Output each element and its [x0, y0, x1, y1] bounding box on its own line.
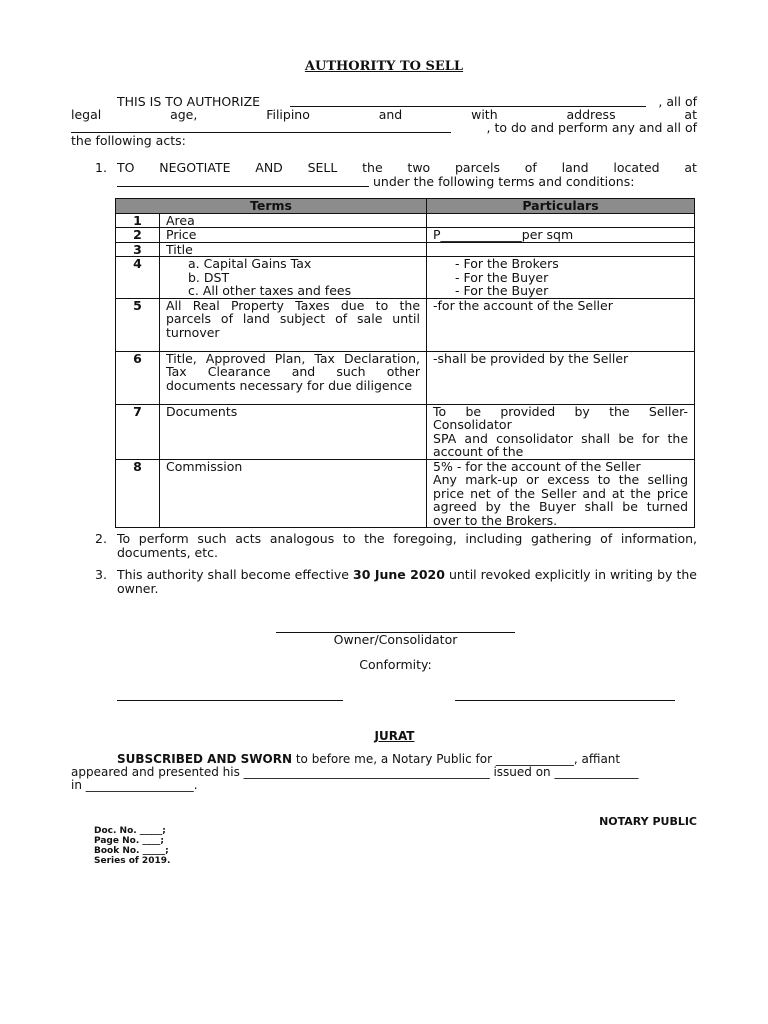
intro-word: age,: [170, 107, 198, 122]
row-particular: [427, 404, 695, 459]
particular-line: Any mark-up or excess to the selling price net of the Seller and at the price agreed by the Buyer shall be turned over to the Brokers.: [433, 472, 689, 528]
table-row: [116, 213, 695, 228]
item1-word: two: [407, 160, 431, 175]
row-term: Title, Approved Plan, Tax Declaration, Tax Clearance and such other documents necessary for due diligence: [160, 351, 427, 404]
intro-line4: the following acts:: [71, 133, 186, 148]
row-particular: [427, 213, 695, 228]
table-row: [116, 228, 695, 243]
row-term: [160, 257, 427, 299]
table-row: [116, 351, 695, 404]
intro-line3-end: , to do and perform any and all of: [486, 120, 697, 135]
row-particular: [427, 242, 695, 257]
row-number: 4: [116, 257, 160, 299]
item1-word: at: [684, 160, 697, 175]
owner-label: Owner/Consolidator: [333, 632, 458, 647]
row-term: Price: [160, 228, 427, 243]
intro-line1-end: , all of: [658, 94, 697, 109]
row-particular: P_____________per sqm: [427, 228, 695, 243]
sub-particular: - For the Brokers: [455, 256, 559, 271]
sub-term: a. Capital Gains Tax: [188, 256, 312, 271]
row-number: 3: [116, 242, 160, 257]
item1-line2-end: under the following terms and conditions:: [373, 174, 635, 189]
intro-word: at: [684, 107, 697, 122]
sub-term: b. DST: [188, 269, 230, 285]
table-row: [116, 242, 695, 257]
item1-word: land: [561, 160, 589, 175]
table-header-particulars: Particulars: [427, 199, 695, 214]
location-blank: [117, 186, 369, 187]
item1-word: parcels: [454, 160, 500, 175]
item1-word: TO: [117, 160, 135, 175]
table-header-row: [116, 199, 695, 214]
particular-line: SPA and consolidator shall be for the account of the: [433, 430, 689, 459]
item1-word: AND: [255, 160, 283, 175]
row-term: Title: [160, 242, 427, 257]
jurat-text1: to before me, a Notary Public for _____________, affiant: [292, 752, 621, 766]
intro-word: and: [378, 107, 403, 122]
row-term: Commission: [160, 459, 427, 528]
conformity-signature-line-right: [455, 700, 675, 701]
item1-word: SELL: [307, 160, 338, 175]
item2-text: To perform such acts analogous to the foregoing, including gathering of information, documents, etc.: [117, 531, 697, 560]
series: Series of 2019.: [94, 856, 171, 866]
sub-term: c. All other taxes and fees: [188, 283, 352, 298]
item3-text-after: until revoked explicitly in writing by the owner.: [117, 567, 697, 596]
particular-line: 5% - for the account of the Seller: [433, 458, 641, 474]
item1-line1: [117, 161, 697, 175]
document-title: AUTHORITY TO SELL: [304, 59, 464, 74]
row-term: Documents: [160, 404, 427, 459]
jurat-line3: in __________________.: [71, 778, 198, 792]
row-particular: [427, 257, 695, 299]
particular-line: To be provided by the Seller-Consolidator: [433, 403, 689, 432]
conformity-signature-line-left: [117, 700, 343, 701]
row-number: 1: [116, 213, 160, 228]
row-particular: [427, 459, 695, 528]
item2-number: 2.: [95, 531, 107, 546]
conformity-label: Conformity:: [359, 657, 432, 672]
doc-no: Doc. No. _____;: [94, 826, 166, 836]
effective-date: 30 June 2020: [353, 567, 445, 582]
row-number: 5: [116, 298, 160, 351]
intro-line1-start: THIS IS TO AUTHORIZE: [117, 94, 261, 109]
item1-word: located: [613, 160, 660, 175]
item1-word: NEGOTIATE: [159, 160, 231, 175]
item1-word: the: [362, 160, 383, 175]
item1-number: 1.: [95, 160, 107, 175]
row-particular: -shall be provided by the Seller: [427, 351, 695, 404]
table-row: [116, 459, 695, 528]
table-row: [116, 257, 695, 299]
intro-word: address: [566, 107, 616, 122]
page-no: Page No. ____;: [94, 836, 164, 846]
sub-particular: - For the Buyer: [455, 269, 549, 285]
table-row: [116, 404, 695, 459]
item3-text-before: This authority shall become effective: [117, 567, 354, 582]
table-header-terms: Terms: [116, 199, 427, 214]
intro-word: Filipino: [266, 107, 310, 122]
jurat-bold-start: SUBSCRIBED AND SWORN: [117, 752, 293, 766]
table-row: [116, 298, 695, 351]
row-number: 7: [116, 404, 160, 459]
row-particular: -for the account of the Seller: [427, 298, 695, 351]
sub-particular: - For the Buyer: [455, 283, 549, 298]
row-term: All Real Property Taxes due to the parcels of land subject of sale until turnover: [160, 298, 427, 351]
item1-word: of: [524, 160, 537, 175]
row-number: 6: [116, 351, 160, 404]
intro-word: with: [471, 107, 498, 122]
terms-table: [115, 198, 695, 528]
item3-text: [117, 568, 697, 595]
item3-number: 3.: [95, 567, 107, 582]
book-no: Book No. _____;: [94, 846, 169, 856]
row-number: 8: [116, 459, 160, 528]
row-term: Area: [160, 213, 427, 228]
notary-public-label: NOTARY PUBLIC: [599, 815, 697, 828]
jurat-heading: JURAT: [374, 729, 415, 743]
jurat-line2: appeared and presented his _________________________________________ issued on ______________: [71, 765, 639, 779]
intro-word: legal: [71, 107, 102, 122]
row-number: 2: [116, 228, 160, 243]
